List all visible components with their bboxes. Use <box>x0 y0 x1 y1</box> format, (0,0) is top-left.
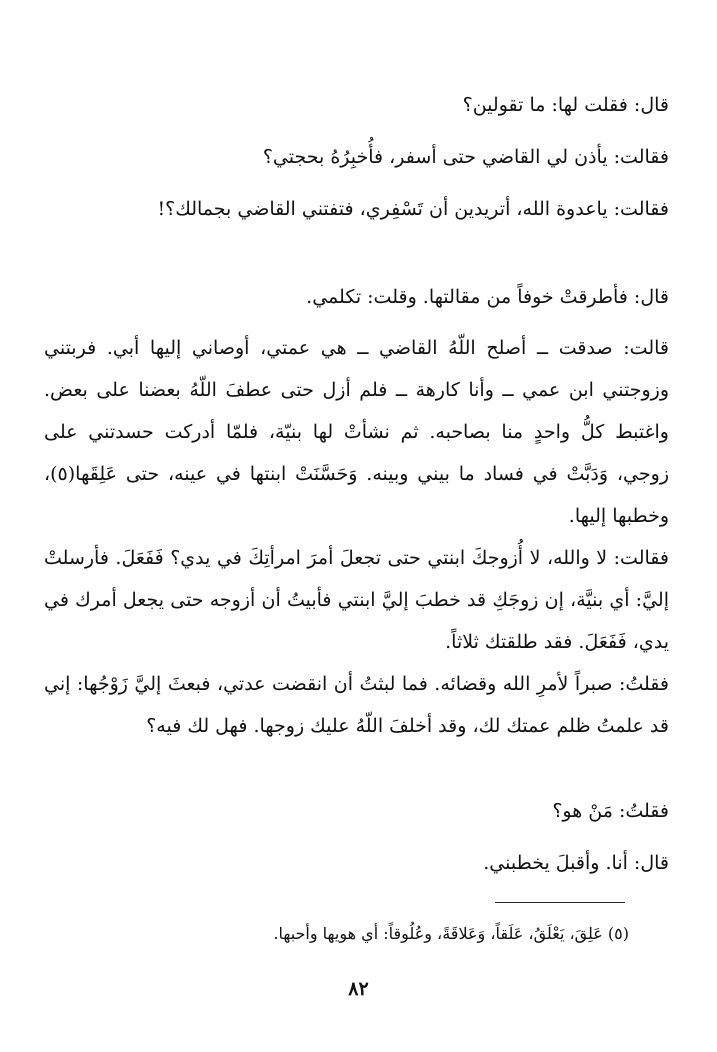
paragraph-6: فقالت: لا والله، لا أُزوجكَ ابنتي حتى تجعلَ أمرَ امرأتِكَ في يدي؟ فَفَعَلَ. فأرسلتْ إليَّ: أي بنيَّة، إن زوجَكِ قد خطبَ إليَّ ابنتي فأبيتُ أن أزوجه حتى يجعل أمرك في يدي، فَفَعَلَ. فقد طلقتك ثلاثاً. <box>44 547 669 653</box>
paragraph-2: فقالت: يأذن لي القاضي حتى أسفر، فأُخبِرُهُ بحجتي؟ <box>262 146 669 168</box>
footnote: (٥) عَلِقَ، يَعْلَقُ، عَلَقاً، وَعَلاقَةً، وعُلُوقاً: أي هويها وأحبها. <box>273 924 629 943</box>
paragraph-9: قال: أنا. وأقبلَ يخطبني. <box>483 852 669 874</box>
paragraph-5: قالت: صدقت ــ أصلح اللّهُ القاضي ــ هي عمتي، أوصاني إليها أبي. فربتني وزوجتني ابن عمي ــ وأنا كارهة ــ فلم أزل حتى عطفَ اللّهُ بعضنا على بعض. واغتبط كلُّ واحدٍ منا بصاحبه. ثم نشأتْ لها بنيّة، فلمّا أدركت حسدتني على زوجي، وَدَبَّتْ في فساد ما بيني وبينه. وَحَسَّنَتْ ابنتها في عينه، حتى عَلِقَها(٥)، وخطبها إليها. <box>44 337 669 527</box>
paragraph-7: فقلتُ: صبراً لأمرِ الله وقضائه. فما لبثتُ أن انقضت عدتي، فبعثَ إليَّ زَوْجُها: إني قد علمتُ ظلم عمتك لك، وقد أخلفَ اللّهُ عليك زوجها. فهل لك فيه؟ <box>44 673 669 737</box>
page-number: ٨٢ <box>348 978 369 1000</box>
paragraph-3: فقالت: ياعدوة الله، أتريدين أن تَسْفِري، فتفتني القاضي بجمالك؟! <box>157 198 669 220</box>
paragraph-4: قال: فأطرقتْ خوفاً من مقالتها. وقلت: تكلمي. <box>306 286 669 308</box>
footnote-divider <box>495 902 625 903</box>
paragraph-8: فقلتُ: مَنْ هو؟ <box>552 800 669 822</box>
paragraph-1: قال: فقلت لها: ما تقولين؟ <box>462 94 669 116</box>
